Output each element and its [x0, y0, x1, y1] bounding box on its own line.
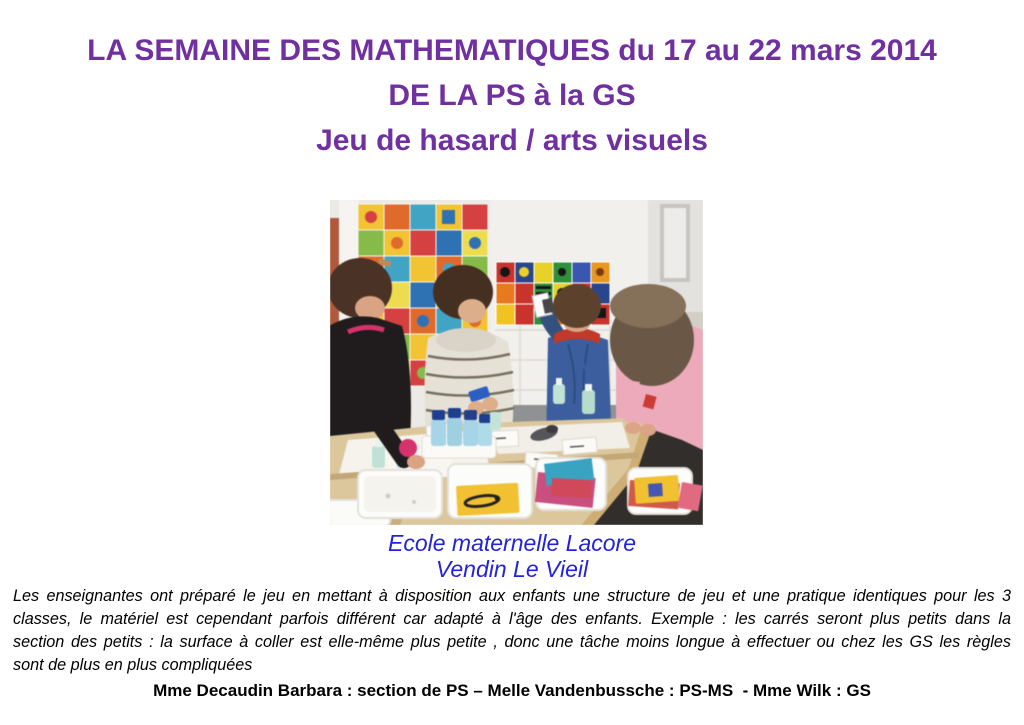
teachers-credits: Mme Decaudin Barbara : section de PS – Melle Vandenbussche : PS-MS - Mme Wilk : GS [153, 681, 871, 700]
description-paragraph [13, 585, 1011, 677]
school-name: Ecole maternelle Lacore [387, 530, 637, 556]
school-city: Vendin Le Vieil [435, 556, 589, 582]
paragraph-line: classes, le matériel est cependant parfois différent car adapté à l'âge des enfants. Exemple : les carrés seront plus petits dans la [13, 610, 1011, 628]
paragraph-line: Les enseignantes ont préparé le jeu en mettant à disposition aux enfants une structure de jeu et une pratique identiques pour les 3 [13, 587, 1011, 605]
page-header [0, 28, 1024, 163]
subtitle-activity: Jeu de hasard / arts visuels [316, 124, 708, 157]
paragraph-line: sont de plus en plus compliquées [13, 656, 253, 674]
paragraph-line: section des petits : la surface à coller est elle-même plus petite , donc une tâche moins longue à effectuer ou chez les GS les règles [13, 633, 1011, 651]
main-title: LA SEMAINE DES MATHEMATIQUES du 17 au 22 mars 2014 [87, 34, 937, 67]
photo-caption [0, 530, 1024, 582]
classroom-photo [330, 200, 703, 525]
subtitle-levels: DE LA PS à la GS [388, 79, 636, 112]
